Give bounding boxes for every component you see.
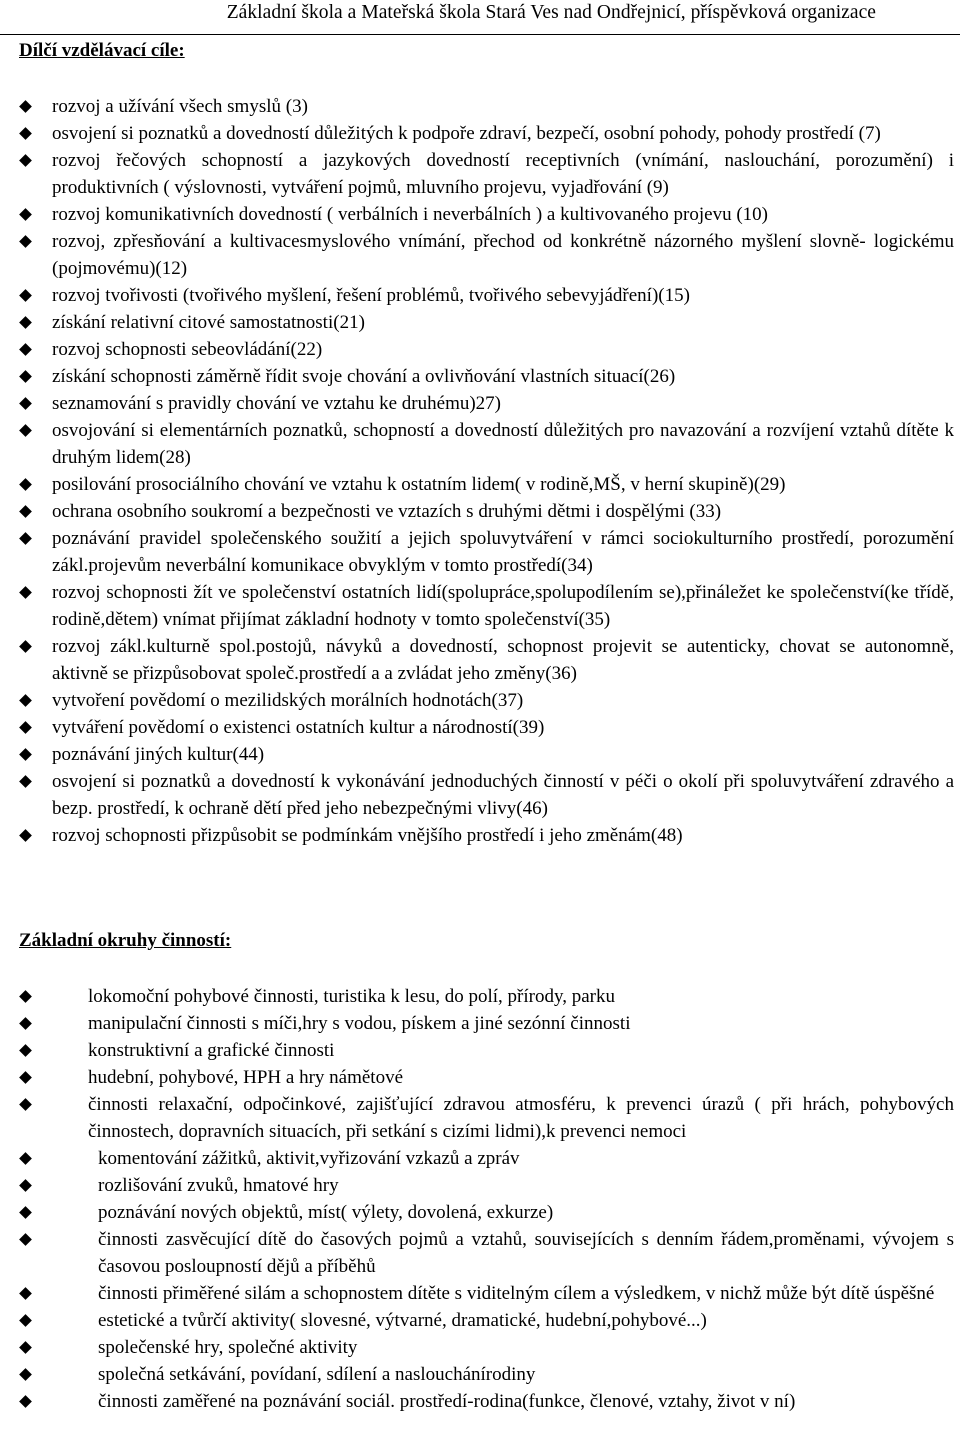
diamond-bullet-icon bbox=[19, 1044, 32, 1057]
diamond-bullet-icon bbox=[19, 1017, 32, 1030]
list-item: rozvoj schopnosti žít ve společenství ostatních lidí(spolupráce,spolupodílením se),přináležet ke společenství(ke třídě, rodině,dětem) vnímat přijímat základní hodnoty v tomto společenství(35) bbox=[0, 579, 960, 633]
list-item: rozlišování zvuků, hmatové hry bbox=[0, 1172, 960, 1199]
diamond-bullet-icon bbox=[19, 1341, 32, 1354]
diamond-bullet-icon bbox=[19, 1368, 32, 1381]
diamond-bullet-icon bbox=[19, 990, 32, 1003]
diamond-bullet-icon bbox=[19, 1287, 32, 1300]
list-item: osvojení si poznatků a dovedností k vykonávání jednoduchých činností v péči o okolí při spoluvytváření zdravého a bezp. prostředí, k ochraně dětí před jeho nebezpečnými vlivy(46) bbox=[0, 768, 960, 822]
diamond-bullet-icon bbox=[19, 1098, 32, 1111]
list-item: seznamování s pravidly chování ve vztahu ke druhému)27) bbox=[0, 390, 960, 417]
list-item: ochrana osobního soukromí a bezpečnosti ve vztazích s druhými dětmi i dospělými (33) bbox=[0, 498, 960, 525]
list-item: společenské hry, společné aktivity bbox=[0, 1334, 960, 1361]
list-item: rozvoj řečových schopností a jazykových dovedností receptivních (vnímání, naslouchání, porozumění) i produktivních ( výslovnosti, vytváření pojmů, mluvního projevu, vyjadřování (9) bbox=[0, 147, 960, 201]
section-heading-goals: Dílčí vzdělávací cíle: bbox=[19, 40, 185, 61]
diamond-bullet-icon bbox=[19, 721, 32, 734]
list-item: konstruktivní a grafické činnosti bbox=[0, 1037, 960, 1064]
activities-list bbox=[0, 983, 960, 1415]
goals-list bbox=[0, 93, 960, 849]
list-item: rozvoj schopnosti přizpůsobit se podmínkám vnějšího prostředí i jeho změnám(48) bbox=[0, 822, 960, 849]
diamond-bullet-icon bbox=[19, 1179, 32, 1192]
list-item: osvojení si poznatků a dovedností důležitých k podpoře zdraví, bezpečí, osobní pohody, pohody prostředí (7) bbox=[0, 120, 960, 147]
diamond-bullet-icon bbox=[19, 316, 32, 329]
list-item: lokomoční pohybové činnosti, turistika k lesu, do polí, přírody, parku bbox=[0, 983, 960, 1010]
section-heading-activities: Základní okruhy činností: bbox=[19, 930, 232, 951]
diamond-bullet-icon bbox=[19, 1206, 32, 1219]
diamond-bullet-icon bbox=[19, 208, 32, 221]
list-item: manipulační činnosti s míči,hry s vodou, pískem a jiné sezónní činnosti bbox=[0, 1010, 960, 1037]
list-item: poznávání nových objektů, míst( výlety, dovolená, exkurze) bbox=[0, 1199, 960, 1226]
list-item: činnosti zasvěcující dítě do časových pojmů a vztahů, souvisejících s denním řádem,proměnami, vývojem s časovou posloupností dějů a příběhů bbox=[0, 1226, 960, 1280]
diamond-bullet-icon bbox=[19, 1071, 32, 1084]
list-item: získání schopnosti záměrně řídit svoje chování a ovlivňování vlastních situací(26) bbox=[0, 363, 960, 390]
list-item: komentování zážitků, aktivit,vyřizování vzkazů a zpráv bbox=[0, 1145, 960, 1172]
diamond-bullet-icon bbox=[19, 775, 32, 788]
diamond-bullet-icon bbox=[19, 424, 32, 437]
diamond-bullet-icon bbox=[19, 1314, 32, 1327]
list-item: rozvoj a užívání všech smyslů (3) bbox=[0, 93, 960, 120]
list-item: posilování prosociálního chování ve vztahu k ostatním lidem( v rodině,MŠ, v herní skupině)(29) bbox=[0, 471, 960, 498]
diamond-bullet-icon bbox=[19, 235, 32, 248]
diamond-bullet-icon bbox=[19, 478, 32, 491]
list-item: činnosti přiměřené silám a schopnostem dítěte s viditelným cílem a výsledkem, v nichž může být dítě úspěšné bbox=[0, 1280, 960, 1307]
header-title: Základní škola a Mateřská škola Stará Ves nad Ondřejnicí, příspěvková organizace bbox=[226, 2, 876, 23]
diamond-bullet-icon bbox=[19, 1395, 32, 1408]
list-item: rozvoj tvořivosti (tvořivého myšlení, řešení problémů, tvořivého sebevyjádření)(15) bbox=[0, 282, 960, 309]
page-header bbox=[0, 0, 960, 35]
list-item: společná setkávání, povídaní, sdílení a naslouchánírodiny bbox=[0, 1361, 960, 1388]
list-item: hudební, pohybové, HPH a hry námětové bbox=[0, 1064, 960, 1091]
diamond-bullet-icon bbox=[19, 505, 32, 518]
diamond-bullet-icon bbox=[19, 694, 32, 707]
list-item: získání relativní citové samostatnosti(21) bbox=[0, 309, 960, 336]
list-item: činnosti zaměřené na poznávání sociál. prostředí-rodina(funkce, členové, vztahy, život v ní) bbox=[0, 1388, 960, 1415]
list-item: osvojování si elementárních poznatků, schopností a dovedností důležitých pro navazování a rozvíjení vztahů dítěte k druhým lidem(28) bbox=[0, 417, 960, 471]
diamond-bullet-icon bbox=[19, 586, 32, 599]
list-item: rozvoj komunikativních dovedností ( verbálních i neverbálních ) a kultivovaného projevu (10) bbox=[0, 201, 960, 228]
list-item: poznávání jiných kultur(44) bbox=[0, 741, 960, 768]
list-item: poznávání pravidel společenského soužití a jejich spoluvytváření v rámci sociokulturního prostředí, porozumění zákl.projevům neverbální komunikace obvyklým v tomto prostředí(34) bbox=[0, 525, 960, 579]
diamond-bullet-icon bbox=[19, 289, 32, 302]
diamond-bullet-icon bbox=[19, 532, 32, 545]
diamond-bullet-icon bbox=[19, 1152, 32, 1165]
diamond-bullet-icon bbox=[19, 154, 32, 167]
list-item: rozvoj, zpřesňování a kultivacesmyslového vnímání, přechod od konkrétně názorného myšlení slovně- logickému (pojmovému)(12) bbox=[0, 228, 960, 282]
diamond-bullet-icon bbox=[19, 829, 32, 842]
diamond-bullet-icon bbox=[19, 127, 32, 140]
diamond-bullet-icon bbox=[19, 370, 32, 383]
diamond-bullet-icon bbox=[19, 748, 32, 761]
diamond-bullet-icon bbox=[19, 1233, 32, 1246]
diamond-bullet-icon bbox=[19, 397, 32, 410]
list-item: rozvoj zákl.kulturně spol.postojů, návyků a dovedností, schopnost projevit se autenticky, chovat se autonomně, aktivně se přizpůsobovat společ.prostředí a a zvládat jeho změny(36) bbox=[0, 633, 960, 687]
list-item: estetické a tvůrčí aktivity( slovesné, výtvarné, dramatické, hudební,pohybové...) bbox=[0, 1307, 960, 1334]
diamond-bullet-icon bbox=[19, 640, 32, 653]
diamond-bullet-icon bbox=[19, 343, 32, 356]
diamond-bullet-icon bbox=[19, 100, 32, 113]
list-item: rozvoj schopnosti sebeovládání(22) bbox=[0, 336, 960, 363]
list-item: vytvoření povědomí o mezilidských morálních hodnotách(37) bbox=[0, 687, 960, 714]
list-item: činnosti relaxační, odpočinkové, zajišťující zdravou atmosféru, k prevenci úrazů ( při hrách, pohybových činnostech, dopravních situacích, při setkání s cizími lidmi),k prevenci nemoci bbox=[0, 1091, 960, 1145]
list-item: vytváření povědomí o existenci ostatních kultur a národností(39) bbox=[0, 714, 960, 741]
